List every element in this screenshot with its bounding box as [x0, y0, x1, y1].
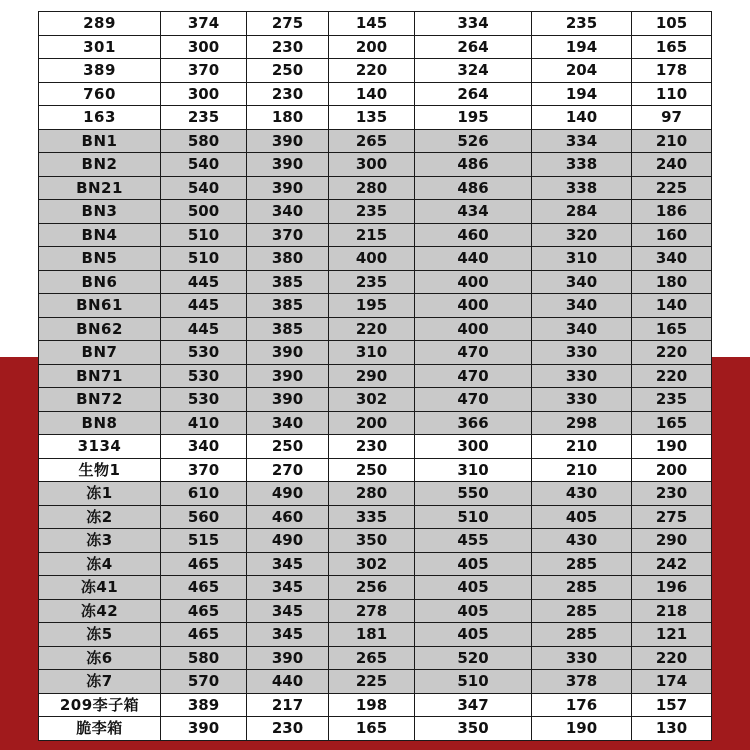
table-cell: 195	[329, 294, 415, 318]
table-cell: 340	[532, 317, 632, 341]
row-label-cell: 389	[39, 59, 161, 83]
table-cell: 334	[415, 12, 532, 36]
table-cell: 455	[415, 529, 532, 553]
table-cell: 370	[161, 458, 247, 482]
table-cell: 310	[329, 341, 415, 365]
table-cell: 490	[247, 482, 329, 506]
table-cell: 230	[247, 82, 329, 106]
table-cell: 430	[532, 529, 632, 553]
table-cell: 330	[532, 364, 632, 388]
table-cell: 240	[632, 153, 712, 177]
table-row	[39, 153, 712, 177]
table-cell: 250	[247, 59, 329, 83]
table-cell: 340	[247, 411, 329, 435]
row-label-cell: 冻4	[39, 552, 161, 576]
table-cell: 340	[532, 270, 632, 294]
table-cell: 194	[532, 35, 632, 59]
table-cell: 550	[415, 482, 532, 506]
row-label-cell: 脆李箱	[39, 717, 161, 741]
table-cell: 280	[329, 176, 415, 200]
table-cell: 389	[161, 693, 247, 717]
table-cell: 121	[632, 623, 712, 647]
table-cell: 200	[329, 411, 415, 435]
table-cell: 256	[329, 576, 415, 600]
table-cell: 610	[161, 482, 247, 506]
row-label-cell: BN21	[39, 176, 161, 200]
table-cell: 560	[161, 505, 247, 529]
table-cell: 97	[632, 106, 712, 130]
table-cell: 390	[247, 176, 329, 200]
table-cell: 400	[415, 317, 532, 341]
table-row	[39, 35, 712, 59]
table-cell: 235	[161, 106, 247, 130]
table-cell: 210	[532, 458, 632, 482]
table-cell: 465	[161, 623, 247, 647]
row-label-cell: 冻42	[39, 599, 161, 623]
table-cell: 400	[415, 270, 532, 294]
table-cell: 230	[632, 482, 712, 506]
table-cell: 225	[632, 176, 712, 200]
table-cell: 140	[329, 82, 415, 106]
table-cell: 470	[415, 388, 532, 412]
table-cell: 580	[161, 129, 247, 153]
table-cell: 345	[247, 552, 329, 576]
table-cell: 460	[247, 505, 329, 529]
table-cell: 278	[329, 599, 415, 623]
table-row	[39, 576, 712, 600]
table-cell: 434	[415, 200, 532, 224]
row-label-cell: 301	[39, 35, 161, 59]
table-cell: 250	[329, 458, 415, 482]
row-label-cell: 冻1	[39, 482, 161, 506]
table-cell: 176	[532, 693, 632, 717]
row-label-cell: BN62	[39, 317, 161, 341]
table-cell: 520	[415, 646, 532, 670]
table-cell: 385	[247, 317, 329, 341]
table-cell: 465	[161, 552, 247, 576]
table-cell: 445	[161, 270, 247, 294]
table-cell: 130	[632, 717, 712, 741]
table-cell: 280	[329, 482, 415, 506]
table-cell: 374	[161, 12, 247, 36]
table-row	[39, 623, 712, 647]
table-cell: 217	[247, 693, 329, 717]
table-row	[39, 223, 712, 247]
table-cell: 470	[415, 364, 532, 388]
table-cell: 465	[161, 599, 247, 623]
table-row	[39, 599, 712, 623]
table-cell: 445	[161, 294, 247, 318]
table-cell: 298	[532, 411, 632, 435]
table-cell: 390	[247, 153, 329, 177]
row-label-cell: 冻7	[39, 670, 161, 694]
table-cell: 200	[329, 35, 415, 59]
table-cell: 194	[532, 82, 632, 106]
table-row	[39, 341, 712, 365]
row-label-cell: 163	[39, 106, 161, 130]
table-cell: 157	[632, 693, 712, 717]
table-cell: 340	[532, 294, 632, 318]
table-cell: 486	[415, 176, 532, 200]
table-cell: 350	[415, 717, 532, 741]
table-cell: 515	[161, 529, 247, 553]
table-row	[39, 717, 712, 741]
table-cell: 220	[632, 646, 712, 670]
table-cell: 486	[415, 153, 532, 177]
table-cell: 410	[161, 411, 247, 435]
table-row	[39, 435, 712, 459]
table-cell: 530	[161, 341, 247, 365]
table-cell: 145	[329, 12, 415, 36]
table-row	[39, 59, 712, 83]
table-cell: 440	[415, 247, 532, 271]
row-label-cell: 3134	[39, 435, 161, 459]
table-cell: 196	[632, 576, 712, 600]
table-body	[39, 12, 712, 741]
table-cell: 180	[247, 106, 329, 130]
row-label-cell: 冻6	[39, 646, 161, 670]
table-cell: 580	[161, 646, 247, 670]
table-row	[39, 106, 712, 130]
table-cell: 165	[632, 35, 712, 59]
table-cell: 140	[632, 294, 712, 318]
row-label-cell: 冻2	[39, 505, 161, 529]
table-cell: 320	[532, 223, 632, 247]
table-cell: 510	[161, 223, 247, 247]
table-row	[39, 552, 712, 576]
row-label-cell: BN6	[39, 270, 161, 294]
table-cell: 335	[329, 505, 415, 529]
table-cell: 235	[632, 388, 712, 412]
dimension-table-container	[38, 11, 711, 741]
table-cell: 210	[632, 129, 712, 153]
table-row	[39, 270, 712, 294]
table-cell: 378	[532, 670, 632, 694]
table-cell: 178	[632, 59, 712, 83]
table-cell: 338	[532, 153, 632, 177]
table-cell: 215	[329, 223, 415, 247]
table-cell: 350	[329, 529, 415, 553]
row-label-cell: 冻41	[39, 576, 161, 600]
table-cell: 380	[247, 247, 329, 271]
table-cell: 385	[247, 270, 329, 294]
table-cell: 165	[329, 717, 415, 741]
table-cell: 490	[247, 529, 329, 553]
table-cell: 235	[329, 200, 415, 224]
table-cell: 264	[415, 82, 532, 106]
table-cell: 264	[415, 35, 532, 59]
table-row	[39, 693, 712, 717]
table-cell: 186	[632, 200, 712, 224]
table-cell: 220	[329, 317, 415, 341]
row-label-cell: BN4	[39, 223, 161, 247]
table-cell: 285	[532, 552, 632, 576]
table-cell: 330	[532, 341, 632, 365]
table-cell: 347	[415, 693, 532, 717]
row-label-cell: BN8	[39, 411, 161, 435]
row-label-cell: 289	[39, 12, 161, 36]
table-row	[39, 129, 712, 153]
table-cell: 290	[329, 364, 415, 388]
table-cell: 110	[632, 82, 712, 106]
table-cell: 338	[532, 176, 632, 200]
table-cell: 370	[161, 59, 247, 83]
table-cell: 324	[415, 59, 532, 83]
table-row	[39, 646, 712, 670]
table-cell: 530	[161, 388, 247, 412]
table-cell: 500	[161, 200, 247, 224]
table-cell: 526	[415, 129, 532, 153]
table-row	[39, 411, 712, 435]
row-label-cell: BN5	[39, 247, 161, 271]
table-cell: 330	[532, 388, 632, 412]
table-cell: 345	[247, 599, 329, 623]
table-row	[39, 458, 712, 482]
table-row	[39, 670, 712, 694]
table-cell: 300	[329, 153, 415, 177]
table-cell: 275	[632, 505, 712, 529]
table-cell: 390	[161, 717, 247, 741]
table-cell: 230	[247, 717, 329, 741]
table-row	[39, 247, 712, 271]
row-label-cell: BN7	[39, 341, 161, 365]
row-label-cell: BN3	[39, 200, 161, 224]
table-cell: 390	[247, 341, 329, 365]
table-cell: 405	[532, 505, 632, 529]
table-cell: 430	[532, 482, 632, 506]
table-row	[39, 388, 712, 412]
row-label-cell: 生物1	[39, 458, 161, 482]
row-label-cell: BN61	[39, 294, 161, 318]
table-cell: 190	[532, 717, 632, 741]
table-cell: 530	[161, 364, 247, 388]
table-cell: 275	[247, 12, 329, 36]
row-label-cell: BN2	[39, 153, 161, 177]
table-cell: 140	[532, 106, 632, 130]
table-cell: 242	[632, 552, 712, 576]
table-cell: 135	[329, 106, 415, 130]
table-cell: 265	[329, 129, 415, 153]
table-cell: 390	[247, 364, 329, 388]
table-cell: 540	[161, 153, 247, 177]
table-cell: 400	[415, 294, 532, 318]
row-label-cell: 760	[39, 82, 161, 106]
table-cell: 290	[632, 529, 712, 553]
table-cell: 345	[247, 576, 329, 600]
table-cell: 220	[632, 364, 712, 388]
table-cell: 366	[415, 411, 532, 435]
table-cell: 220	[632, 341, 712, 365]
table-row	[39, 200, 712, 224]
table-cell: 310	[415, 458, 532, 482]
table-cell: 200	[632, 458, 712, 482]
table-row	[39, 82, 712, 106]
table-cell: 370	[247, 223, 329, 247]
table-cell: 302	[329, 552, 415, 576]
table-cell: 250	[247, 435, 329, 459]
table-cell: 340	[161, 435, 247, 459]
row-label-cell: BN1	[39, 129, 161, 153]
table-cell: 225	[329, 670, 415, 694]
table-row	[39, 12, 712, 36]
row-label-cell: 冻3	[39, 529, 161, 553]
table-cell: 310	[532, 247, 632, 271]
table-cell: 218	[632, 599, 712, 623]
table-cell: 235	[329, 270, 415, 294]
table-cell: 445	[161, 317, 247, 341]
table-cell: 235	[532, 12, 632, 36]
table-cell: 570	[161, 670, 247, 694]
table-cell: 510	[161, 247, 247, 271]
table-cell: 390	[247, 388, 329, 412]
table-cell: 198	[329, 693, 415, 717]
table-cell: 510	[415, 670, 532, 694]
table-cell: 470	[415, 341, 532, 365]
table-cell: 174	[632, 670, 712, 694]
table-cell: 190	[632, 435, 712, 459]
table-cell: 300	[161, 35, 247, 59]
table-cell: 345	[247, 623, 329, 647]
table-cell: 540	[161, 176, 247, 200]
table-cell: 340	[632, 247, 712, 271]
table-cell: 195	[415, 106, 532, 130]
table-row	[39, 176, 712, 200]
table-row	[39, 294, 712, 318]
table-cell: 160	[632, 223, 712, 247]
table-cell: 330	[532, 646, 632, 670]
table-cell: 340	[247, 200, 329, 224]
table-cell: 465	[161, 576, 247, 600]
table-row	[39, 482, 712, 506]
table-cell: 460	[415, 223, 532, 247]
table-cell: 230	[329, 435, 415, 459]
row-label-cell: 209李子箱	[39, 693, 161, 717]
table-cell: 105	[632, 12, 712, 36]
row-label-cell: 冻5	[39, 623, 161, 647]
table-cell: 230	[247, 35, 329, 59]
table-cell: 302	[329, 388, 415, 412]
table-cell: 285	[532, 599, 632, 623]
table-cell: 284	[532, 200, 632, 224]
table-cell: 400	[329, 247, 415, 271]
table-cell: 334	[532, 129, 632, 153]
table-cell: 385	[247, 294, 329, 318]
table-row	[39, 317, 712, 341]
table-cell: 181	[329, 623, 415, 647]
table-cell: 300	[161, 82, 247, 106]
table-cell: 180	[632, 270, 712, 294]
table-cell: 440	[247, 670, 329, 694]
table-row	[39, 529, 712, 553]
table-cell: 210	[532, 435, 632, 459]
table-cell: 265	[329, 646, 415, 670]
table-cell: 405	[415, 623, 532, 647]
table-cell: 405	[415, 599, 532, 623]
table-cell: 220	[329, 59, 415, 83]
table-row	[39, 364, 712, 388]
table-cell: 285	[532, 576, 632, 600]
table-cell: 270	[247, 458, 329, 482]
table-cell: 390	[247, 646, 329, 670]
table-cell: 405	[415, 552, 532, 576]
table-cell: 300	[415, 435, 532, 459]
table-cell: 390	[247, 129, 329, 153]
table-cell: 204	[532, 59, 632, 83]
dimension-table	[38, 11, 712, 741]
table-cell: 165	[632, 317, 712, 341]
table-cell: 165	[632, 411, 712, 435]
table-cell: 405	[415, 576, 532, 600]
table-cell: 510	[415, 505, 532, 529]
row-label-cell: BN71	[39, 364, 161, 388]
table-row	[39, 505, 712, 529]
table-cell: 285	[532, 623, 632, 647]
row-label-cell: BN72	[39, 388, 161, 412]
